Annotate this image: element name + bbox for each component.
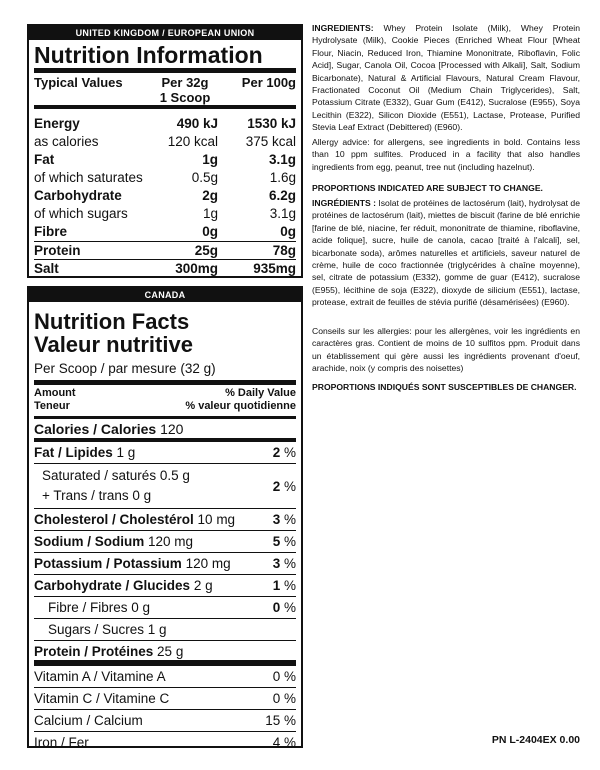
potassium-row: Potassium / Potassium 120 mg 3 % bbox=[34, 553, 296, 575]
vitamin-dv: 0 % bbox=[272, 669, 296, 684]
uk-nutrient-row bbox=[34, 133, 296, 151]
vitamin-row bbox=[34, 710, 296, 732]
serving-size: Per Scoop / par mesure (32 g) bbox=[34, 357, 296, 385]
uk-cell-serving: 2g bbox=[202, 188, 218, 203]
fibre-row: Fibre / Fibres 0 g 0 % bbox=[34, 597, 296, 619]
uk-nutrient-row bbox=[34, 205, 296, 223]
uk-cell-per100: 0g bbox=[280, 224, 296, 239]
uk-cell-label: as calories bbox=[34, 134, 99, 149]
uk-column-header bbox=[34, 73, 296, 109]
trans-label: + Trans / trans 0 g bbox=[42, 488, 152, 503]
saturated-label: Saturated / saturés 0.5 g bbox=[42, 468, 190, 483]
uk-col-serving: Per 32g 1 Scoop bbox=[159, 75, 211, 105]
uk-col-label: Typical Values bbox=[34, 75, 123, 90]
vitamin-label: Vitamin C / Vitamine C bbox=[34, 691, 170, 706]
uk-cell-per100: 78g bbox=[272, 243, 296, 258]
proportions-note-en: PROPORTIONS INDICATED ARE SUBJECT TO CHANGE. bbox=[312, 183, 543, 193]
vitamin-label: Vitamin A / Vitamine A bbox=[34, 669, 166, 684]
uk-cell-label: Salt bbox=[34, 261, 59, 276]
calories-label: Calories / Calories bbox=[34, 421, 157, 437]
uk-nutrient-row bbox=[34, 223, 296, 241]
valeur-nutritive-title: Valeur nutritive bbox=[34, 332, 193, 357]
uk-nutrient-row bbox=[34, 259, 296, 277]
uk-cell-per100: 935mg bbox=[253, 261, 296, 276]
uk-cell-label: Fibre bbox=[34, 224, 68, 239]
uk-cell-serving: 0g bbox=[202, 224, 218, 239]
sodium-row: Sodium / Sodium 120 mg 5 % bbox=[34, 531, 296, 553]
proportions-note-fr: PROPORTIONS INDIQUÉS SONT SUSCEPTIBLES DE CHANGER. bbox=[312, 382, 577, 392]
dv-label-fr: % valeur quotidienne bbox=[185, 400, 296, 412]
vitamin-label: Calcium / Calcium bbox=[34, 713, 143, 728]
amount-label-fr: Teneur bbox=[34, 400, 70, 412]
canada-nutrition-panel bbox=[27, 286, 303, 748]
uk-cell-serving: 490 kJ bbox=[176, 116, 218, 131]
uk-nutrition-panel bbox=[27, 24, 303, 278]
uk-cell-serving: 1g bbox=[202, 152, 218, 167]
uk-title: Nutrition Information bbox=[34, 40, 296, 73]
uk-cell-per100: 3.1g bbox=[269, 206, 296, 221]
uk-nutrient-row bbox=[34, 115, 296, 133]
uk-nutrient-row bbox=[34, 187, 296, 205]
vitamin-dv: 4 % bbox=[272, 735, 296, 750]
vitamin-dv: 0 % bbox=[272, 691, 296, 706]
uk-nutrient-row bbox=[34, 169, 296, 187]
vitamin-row bbox=[34, 666, 296, 688]
uk-cell-per100: 6.2g bbox=[268, 188, 296, 203]
uk-cell-per100: 375 kcal bbox=[245, 134, 296, 149]
protein-row: Protein / Protéines 25 g bbox=[34, 641, 296, 666]
calories-value: 120 bbox=[160, 421, 184, 437]
vitamin-row bbox=[34, 732, 296, 754]
uk-cell-serving: 25g bbox=[194, 243, 218, 258]
allergy-advice-fr: Conseils sur les allergies: pour les allergènes, voir les ingrédients en caractères gras. Contient de moins de 10 sulfitos ppm. Produit dans un établissement qui gère aussi les ingrédients provenant d'oeuf, arachide, noix (y compris des noisettes) bbox=[312, 326, 580, 374]
uk-cell-label: of which saturates bbox=[34, 170, 143, 185]
uk-cell-serving: 0.5g bbox=[191, 170, 218, 185]
ingredients-fr: INGRÉDIENTS : Isolat de protéines de lactosérum (lait), hydrolysat de protéines de lactosérum (lait), miettes de biscuit (farine de blé enrichie [farine de blé, niacine, fer réduit, mononitrate de thiamine, riboflavine, acide folique], sucre, huile de canola, cacao [traité à l'alcali], sel, bicarbonate soda), arômes naturelles et artificiels, saveur naturel de crème, huile de coco fractionnée (triglycérides à chaîne moyenne), sel, citrate de potassium (E332), gomme de guar (E412), sucralose (E955), lécithine de soja (E322), dioxyde de silicium (E551), lactase, protease, extrait de feuilles de stévia purifié (désamérisées) (E960). bbox=[312, 198, 580, 308]
uk-cell-per100: 3.1g bbox=[268, 152, 296, 167]
uk-rows bbox=[34, 109, 296, 277]
uk-cell-label: Fat bbox=[34, 152, 55, 167]
fat-row: Fat / Lipides 1 g 2 % bbox=[34, 442, 296, 464]
sugars-row: Sugars / Sucres 1 g bbox=[34, 619, 296, 641]
uk-nutrient-row bbox=[34, 241, 296, 259]
vitamin-row bbox=[34, 688, 296, 710]
dv-label: % Daily Value bbox=[225, 387, 296, 399]
carbohydrate-row: Carbohydrate / Glucides 2 g 1 % bbox=[34, 575, 296, 597]
uk-panel-header: UNITED KINGDOM / EUROPEAN UNION bbox=[29, 26, 301, 40]
vitamins-list bbox=[34, 666, 296, 754]
allergy-advice-en: Allergy advice: for allergens, see ingredients in bold. Contains less than 10 ppm sulfites. Produced in a facility that also handles ingredients from egg, peanut, tree nut (including hazelnut). bbox=[312, 137, 580, 172]
cholesterol-row: Cholesterol / Cholestérol 10 mg 3 % bbox=[34, 509, 296, 531]
vitamin-label: Iron / Fer bbox=[34, 735, 89, 750]
nutrition-facts-title: Nutrition Facts bbox=[34, 309, 190, 334]
uk-cell-serving: 120 kcal bbox=[167, 134, 218, 149]
vitamin-dv: 15 % bbox=[265, 713, 296, 728]
uk-cell-label: Protein bbox=[34, 243, 81, 258]
amount-label: Amount bbox=[34, 387, 76, 399]
canada-panel-header: CANADA bbox=[29, 288, 301, 302]
uk-cell-per100: 1.6g bbox=[269, 170, 296, 185]
uk-col-per100: Per 100g bbox=[241, 75, 296, 90]
uk-cell-per100: 1530 kJ bbox=[247, 116, 296, 131]
saturated-trans-row: Saturated / saturés 0.5 g + Trans / trans 0 g 2 % bbox=[34, 464, 296, 509]
uk-nutrient-row bbox=[34, 151, 296, 169]
uk-cell-label: Carbohydrate bbox=[34, 188, 122, 203]
uk-cell-serving: 300mg bbox=[175, 261, 218, 276]
calories-row bbox=[34, 419, 296, 442]
ingredients-en: INGREDIENTS: Whey Protein Isolate (Milk), Whey Protein Hydrolysate (Milk), Cookie Pieces (Enriched Wheat Flour [Wheat Flour, Niacin, Reduced Iron, Thiamine Mononitrate, Riboflavin, Folic Acid], Sugar, Canola Oil, Cocoa [Processed with Alkali], Salt, Sodium Bicarbonate), Natural & Artificial Flavours, Natural Cream Flavour, Fractionated Coconut Oil (Medium Chain Triglycerides), Salt, Potassium Citrate (E332), Guar Gum (E412), Sucralose (E955), Soya Lecithin (E322), Silicon Dioxide (E551), Lactase, Protease, Purified Stevia Leaf Extract (Debittered) (E960). bbox=[312, 23, 580, 133]
part-number: PN L-2404EX 0.00 bbox=[491, 734, 580, 746]
uk-cell-label: of which sugars bbox=[34, 206, 128, 221]
uk-cell-label: Energy bbox=[34, 116, 80, 131]
daily-value-header bbox=[34, 385, 296, 419]
uk-cell-serving: 1g bbox=[202, 206, 218, 221]
